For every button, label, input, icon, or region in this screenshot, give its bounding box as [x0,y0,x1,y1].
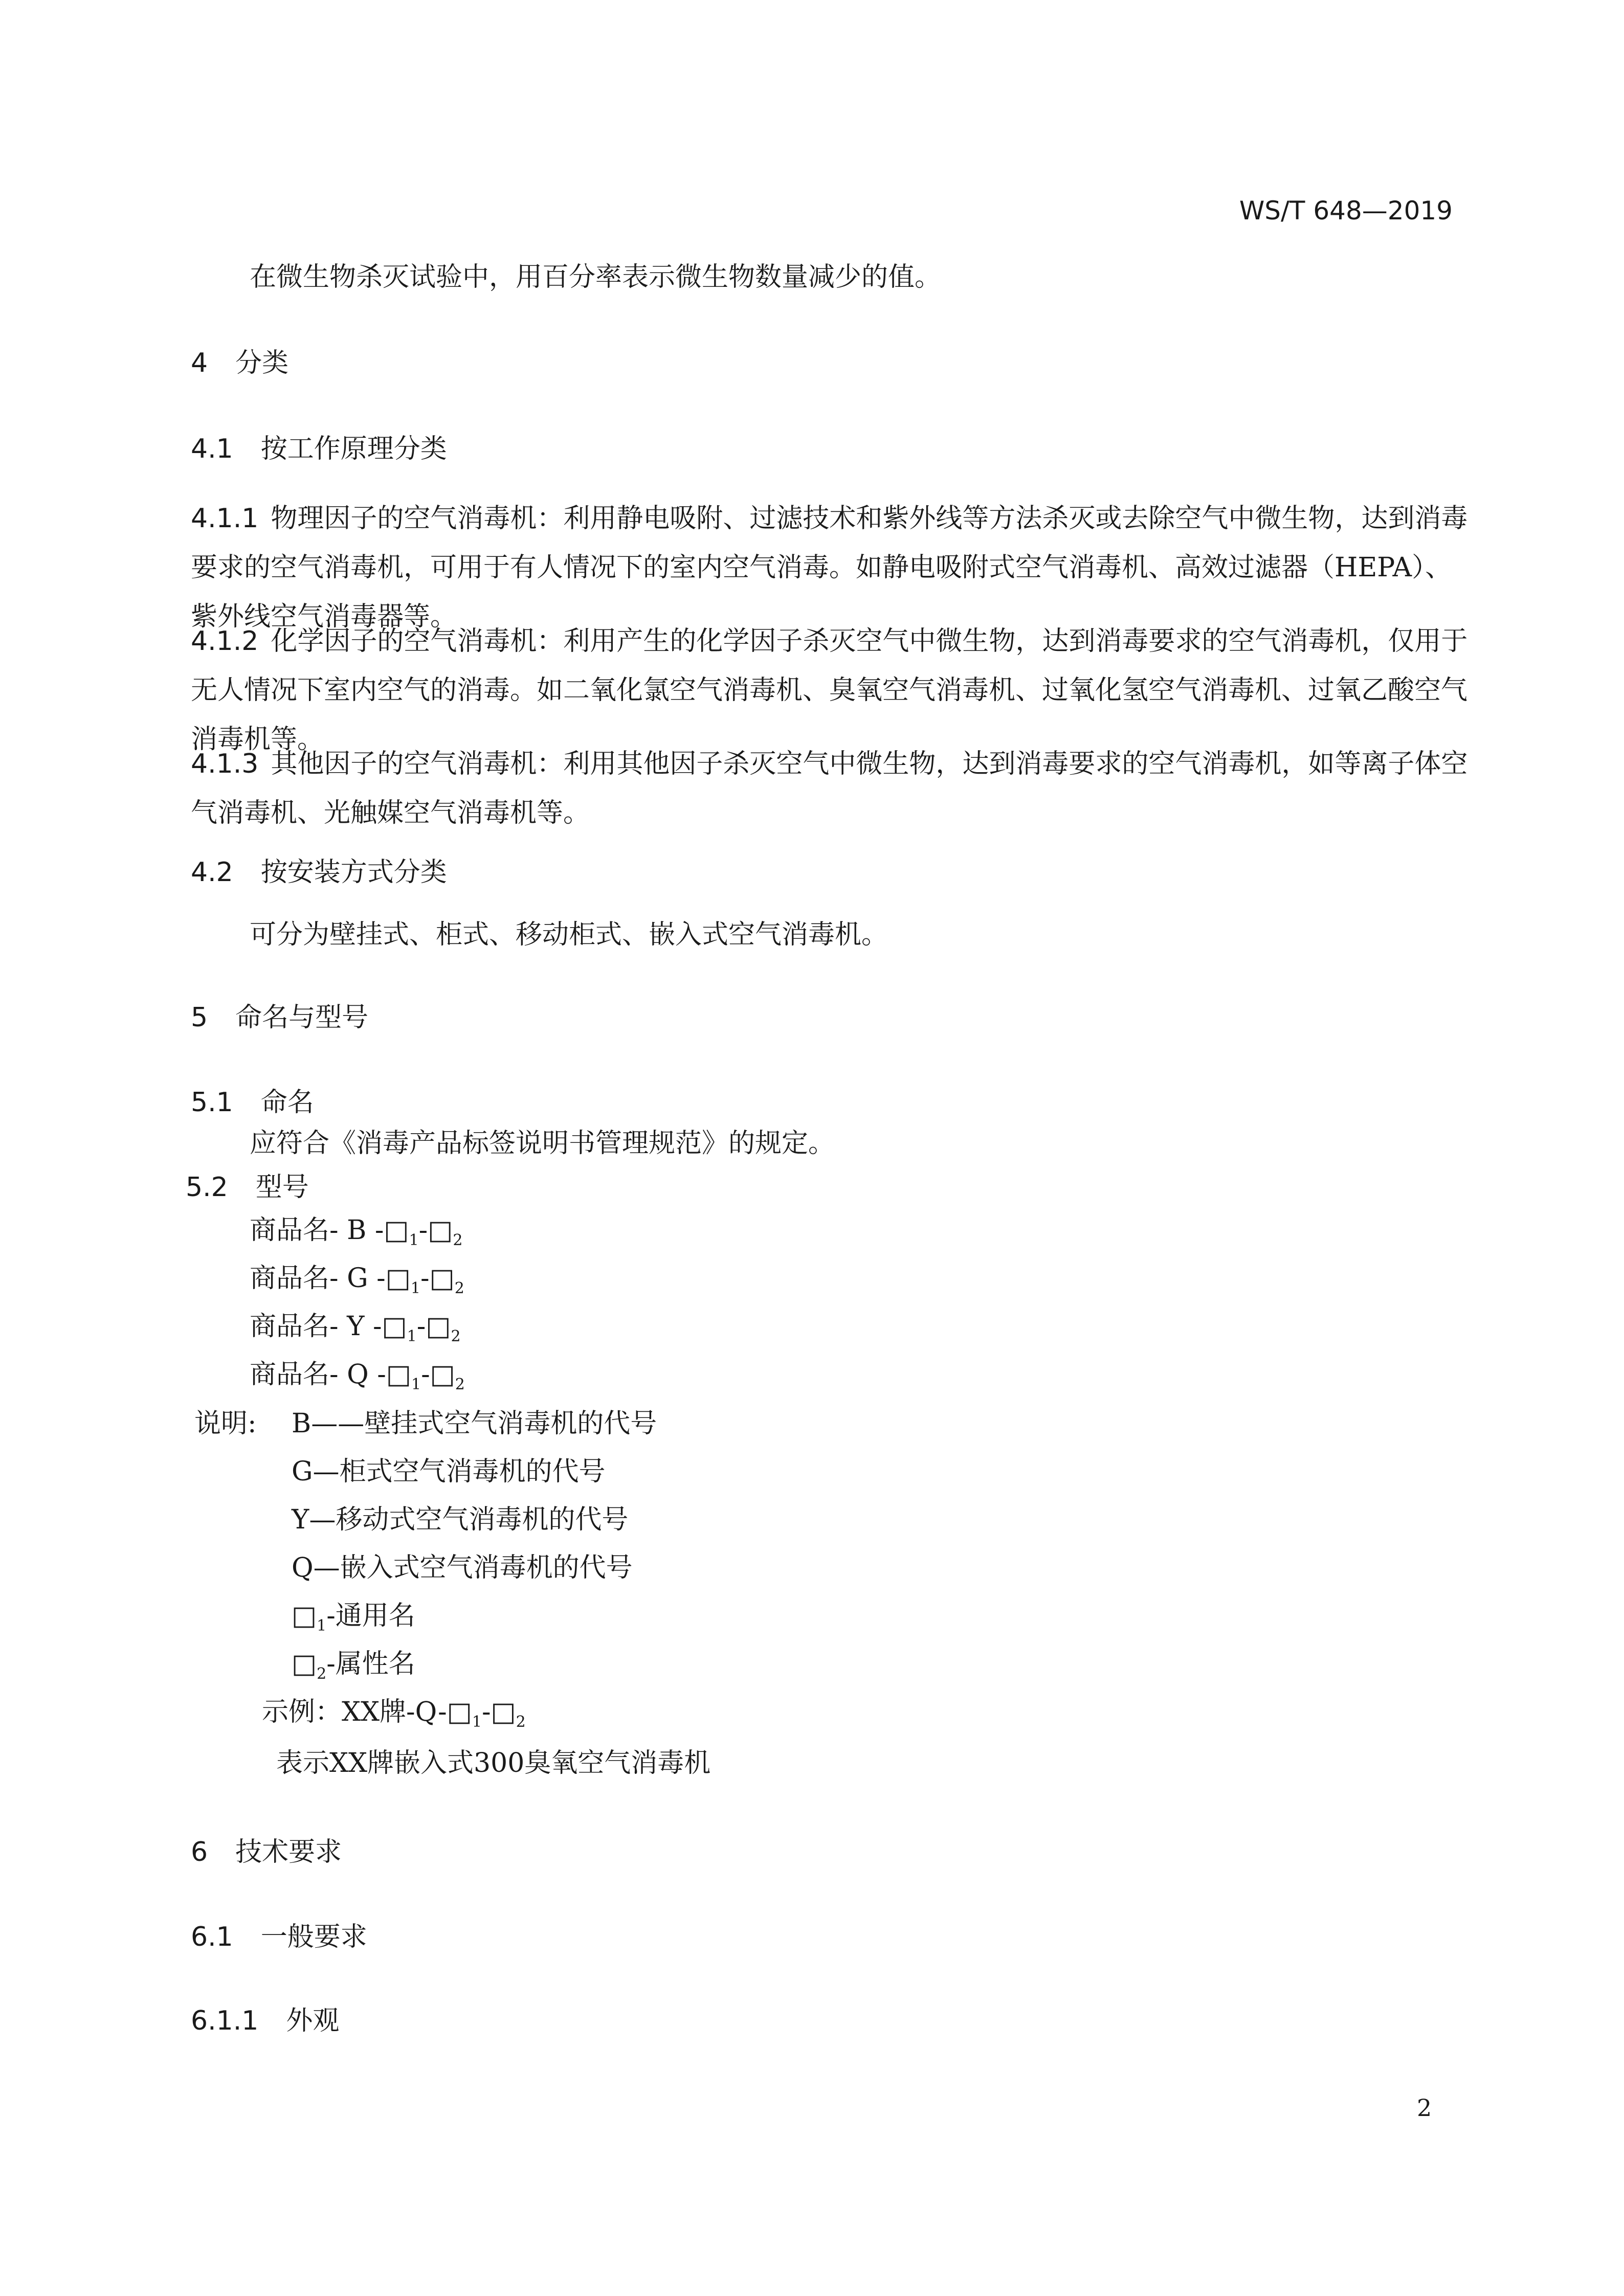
section-4-heading [191,347,288,379]
section-5-1-heading [191,1086,314,1119]
paragraph-5-1: 应符合《消毒产品标签说明书管理规范》的规定。 [250,1128,835,1159]
section-6-heading [191,1836,342,1869]
section-title: 命名 [260,1087,314,1118]
placeholder-box: □ [292,1601,317,1631]
clause-number: 4.1.1 [191,503,259,534]
clause-text: 其他因子的空气消毒机：利用其他因子杀灭空气中微生物，达到消毒要求的空气消毒机，如等离子体空气消毒机、光触媒空气消毒机等。 [191,749,1468,828]
section-6-1-1-heading [191,2005,339,2037]
clause-text: 物理因子的空气消毒机：利用静电吸附、过滤技术和紫外线等方法杀灭或去除空气中微生物，达到消毒要求的空气消毒机，可用于有人情况下的室内空气消毒。如静电吸附式空气消毒机、高效过滤器（HEPA）、紫外线空气消毒器等。 [191,503,1468,632]
page-number: 2 [1417,2094,1432,2122]
section-number: 5.2 [186,1172,228,1203]
placeholder-box: □ [386,1359,411,1390]
section-number: 4 [191,348,208,378]
section-title: 外观 [286,2006,340,2036]
section-4-1-heading [191,433,447,465]
section-number: 6.1 [191,1922,233,1952]
placeholder-box: □ [426,1311,451,1342]
section-4-2-heading [191,856,447,889]
placeholder-box: □ [428,1215,453,1246]
paragraph-4-2: 可分为壁挂式、柜式、移动柜式、嵌入式空气消毒机。 [250,919,888,950]
section-title: 技术要求 [235,1837,342,1867]
placeholder-box: □ [292,1649,317,1679]
section-title: 命名与型号 [235,1002,369,1033]
legend-item: $□_2-$属性名 [292,1649,415,1683]
section-number: 6.1.1 [191,2006,259,2036]
legend-item: G—柜式空气消毒机的代号 [292,1456,606,1487]
clause-text: 化学因子的空气消毒机：利用产生的化学因子杀灭空气中微生物，达到消毒要求的空气消毒机，仅用于无人情况下室内空气的消毒。如二氧化氯空气消毒机、臭氧空气消毒机、过氧化氢空气消毒机、过氧乙酸空气消毒机等。 [191,626,1468,755]
example-description: 表示XX牌嵌入式300臭氧空气消毒机 [276,1748,711,1779]
clause-number: 4.1.2 [191,626,259,657]
legend-item: Q—嵌入式空气消毒机的代号 [292,1552,633,1583]
section-number: 4.2 [191,857,233,888]
section-number: 6 [191,1837,208,1867]
section-number: 5.1 [191,1087,233,1118]
legend-label: 说明: [194,1408,257,1439]
placeholder-box: □ [385,1263,411,1294]
section-5-heading [191,1001,368,1034]
example-line: 示例：XX牌$-Q-□_1-□_2$ [262,1697,526,1731]
document-code: WS/T 648—2019 [1239,196,1453,226]
paragraph-4-1-3 [191,739,1472,838]
placeholder-box: □ [430,1359,455,1390]
section-5-2-heading [186,1171,309,1204]
section-title: 按安装方式分类 [260,857,447,888]
clause-number: 4.1.3 [191,749,259,779]
section-title: 按工作原理分类 [260,434,447,464]
placeholder-box: □ [382,1311,407,1342]
placeholder-box: □ [491,1697,516,1727]
model-line: 商品名- Y $-□_1-□_2$ [250,1311,461,1345]
legend-item: Y—移动式空气消毒机的代号 [292,1504,629,1535]
section-title: 分类 [235,348,289,378]
section-6-1-heading [191,1921,367,1953]
model-line: 商品名- Q $-□_1-□_2$ [250,1359,465,1393]
intro-paragraph: 在微生物杀灭试验中，用百分率表示微生物数量减少的值。 [250,262,942,292]
legend-item: $□_1-$通用名 [292,1601,415,1635]
model-line: 商品名- B $-□_1-□_2$ [250,1215,463,1249]
model-line: 商品名- G $-□_1-□_2$ [250,1263,464,1297]
placeholder-box: □ [384,1215,409,1246]
section-title: 型号 [255,1172,309,1203]
section-title: 一般要求 [260,1922,367,1952]
placeholder-box: □ [429,1263,455,1294]
section-number: 5 [191,1002,208,1033]
legend-item: B——壁挂式空气消毒机的代号 [292,1408,657,1439]
placeholder-box: □ [447,1697,472,1727]
section-number: 4.1 [191,434,233,464]
